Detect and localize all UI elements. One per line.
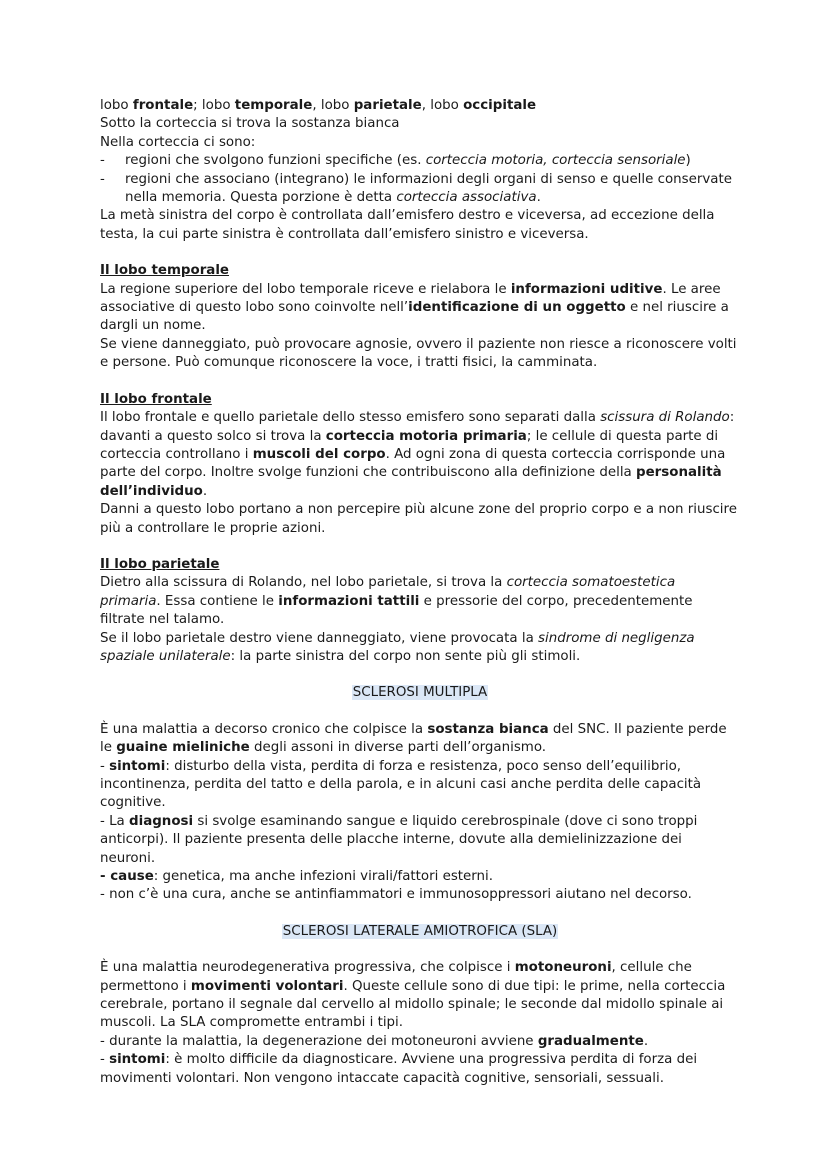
text: del SNC. Il paziente perde le xyxy=(100,721,727,756)
text: e pressorie del corpo, precedentemente filtrate nel talamo. xyxy=(100,593,693,628)
bold-term: personalità dell’individuo xyxy=(100,465,722,499)
bold-term: sintomi xyxy=(109,1052,166,1068)
bold-term: corteccia motoria primaria xyxy=(325,428,527,444)
heading-als xyxy=(100,923,740,941)
list-item xyxy=(100,171,740,208)
text: . Essa contiene le xyxy=(156,593,279,609)
lobes-line xyxy=(100,97,740,115)
text: . xyxy=(202,483,208,499)
text: Il lobo frontale e quello parietale dello stesso emisfero sono separati dalla xyxy=(100,410,601,426)
text: lobo xyxy=(100,98,133,113)
text: - durante la malattia, la degenerazione dei motoneuroni avviene xyxy=(100,1033,538,1049)
text: . Ad ogni zona di questa corteccia corrisponde una parte del corpo. Inoltre svolge funzioni che contribuiscono alla definizione della xyxy=(100,446,726,481)
bold-term: frontale xyxy=(132,98,194,113)
text: Dietro alla scissura di Rolando, nel lobo parietale, si trova la xyxy=(100,575,507,591)
text: ; lobo xyxy=(193,98,235,113)
hemisphere-control-paragraph: La metà sinistra del corpo è controllata dall’emisfero destro e viceversa, ad eccezione della testa, la cui parte sinistra è controllata dall’emisfero sinistro e viceversa. xyxy=(100,208,715,242)
text: : davanti a questo solco si trova la xyxy=(100,410,735,444)
heading-multiple-sclerosis xyxy=(100,684,740,702)
temporal-paragraph-2: Se viene danneggiato, può provocare agnosie, ovvero il paziente non riesce a riconoscere volti e persone. Può comunque riconoscere la voce, i tratti fisici, la camminata. xyxy=(100,336,737,371)
parietal-paragraph-1 xyxy=(100,574,740,629)
bold-term: temporale xyxy=(234,98,313,113)
text: , lobo xyxy=(421,98,464,113)
text: Se il lobo parietale destro viene danneggiato, viene provocata la xyxy=(100,630,539,646)
text: ; le cellule di questa parte di corteccia controllano i xyxy=(100,428,719,462)
bold-term: muscoli del corpo xyxy=(252,446,386,462)
document-page xyxy=(100,97,740,1088)
ms-symptoms xyxy=(100,758,740,813)
frontal-paragraph-1 xyxy=(100,409,740,501)
bold-term: occipitale xyxy=(463,98,537,113)
bold-term: gradualmente xyxy=(537,1033,644,1049)
text: ) xyxy=(685,153,691,169)
text: - La xyxy=(100,813,130,829)
bold-term: - cause xyxy=(100,869,154,885)
italic-term: sindrome di negligenza spaziale unilaterale xyxy=(100,630,695,664)
text: È una malattia neurodegenerativa progressiva, che colpisce i xyxy=(100,960,515,976)
text: : genetica, ma anche infezioni virali/fattori esterni. xyxy=(153,869,494,885)
text: si svolge esaminando sangue e liquido cerebrospinale (dove ci sono troppi anticorpi). Il paziente presenta delle placche interne, dovute alla demielinizzazione dei neuroni. xyxy=(100,813,698,866)
sla-paragraph-1 xyxy=(100,959,740,1033)
temporal-paragraph-1 xyxy=(100,281,740,336)
cortex-regions-list xyxy=(100,152,740,207)
highlighted-heading: SCLEROSI LATERALE AMIOTROFICA (SLA) xyxy=(282,923,558,939)
bold-term: sintomi xyxy=(109,758,166,774)
highlighted-heading: SCLEROSI MULTIPLA xyxy=(352,685,488,701)
bold-term: movimenti volontari xyxy=(190,978,344,994)
text: degli assoni in diverse parti dell’organismo. xyxy=(249,740,547,756)
text: - xyxy=(100,1052,110,1068)
text: . Queste cellule sono di due tipi: le prime, nella corteccia cerebrale, portano il segnale dal cervello al midollo spinale; le seconde dal midollo spinale ai muscoli. La SLA compromette entrambi i tipi. xyxy=(100,978,726,1031)
ms-causes xyxy=(100,868,740,886)
list-item xyxy=(100,152,740,170)
section-title-temporal: Il lobo temporale xyxy=(100,263,230,279)
white-matter-line: Sotto la corteccia si trova la sostanza bianca xyxy=(100,116,400,132)
bold-term: identificazione di un oggetto xyxy=(408,300,626,316)
italic-term: corteccia motoria, corteccia sensoriale xyxy=(425,153,686,169)
bold-term: parietale xyxy=(353,98,422,113)
text: - xyxy=(100,758,110,774)
bold-term: motoneuroni xyxy=(514,960,612,976)
ms-paragraph-1 xyxy=(100,721,740,758)
text: . xyxy=(536,190,541,206)
text: e nel riuscire a dargli un nome. xyxy=(100,300,729,334)
text: : disturbo della vista, perdita di forza e resistenza, poco senso dell’equilibrio, incontinenza, perdita del tatto e della parola, e in alcuni casi anche perdita delle capacità cognitive. xyxy=(100,758,702,811)
text: , lobo xyxy=(312,98,354,113)
bold-term: diagnosi xyxy=(129,813,194,829)
text: , cellule che permettono i xyxy=(100,960,692,994)
cortex-intro-line: Nella corteccia ci sono: xyxy=(100,134,256,150)
ms-diagnosis xyxy=(100,813,740,868)
text: . xyxy=(643,1033,649,1049)
italic-term: scissura di Rolando xyxy=(600,410,730,426)
text: : la parte sinistra del corpo non sente più gli stimoli. xyxy=(230,648,581,664)
italic-term: corteccia associativa xyxy=(396,190,537,206)
text: regioni che associano (integrano) le informazioni degli organi di senso e quelle conservate nella memoria. Questa porzione è detta xyxy=(125,171,732,206)
bold-term: informazioni uditive xyxy=(510,281,663,297)
sla-gradual xyxy=(100,1033,740,1051)
section-title-frontal: Il lobo frontale xyxy=(100,391,212,407)
text: La regione superiore del lobo temporale riceve e rielabora le xyxy=(100,281,511,297)
italic-term: corteccia somatoestetica primaria xyxy=(100,575,676,609)
bold-term: informazioni tattili xyxy=(278,593,420,609)
text: È una malattia a decorso cronico che colpisce la xyxy=(100,721,428,737)
ms-cure: - non c’è una cura, anche se antinfiammatori e immunosoppressori aiutano nel decorso. xyxy=(100,887,692,903)
bold-term: sostanza bianca xyxy=(427,721,549,737)
section-title-parietal: Il lobo parietale xyxy=(100,556,220,572)
text: regioni che svolgono funzioni specifiche (es. xyxy=(125,153,426,169)
text: : è molto difficile da diagnosticare. Avviene una progressiva perdita di forza dei movimenti volontari. Non vengono intaccate capacità cognitive, sensoriali, sessuali. xyxy=(100,1052,698,1086)
parietal-paragraph-2 xyxy=(100,630,740,667)
sla-symptoms xyxy=(100,1051,740,1088)
frontal-paragraph-2: Danni a questo lobo portano a non percepire più alcune zone del proprio corpo e a non riuscire più a controllare le proprie azioni. xyxy=(100,502,737,536)
text: . Le aree associative di questo lobo sono coinvolte nell’ xyxy=(100,281,721,316)
bold-term: guaine mieliniche xyxy=(116,740,250,756)
